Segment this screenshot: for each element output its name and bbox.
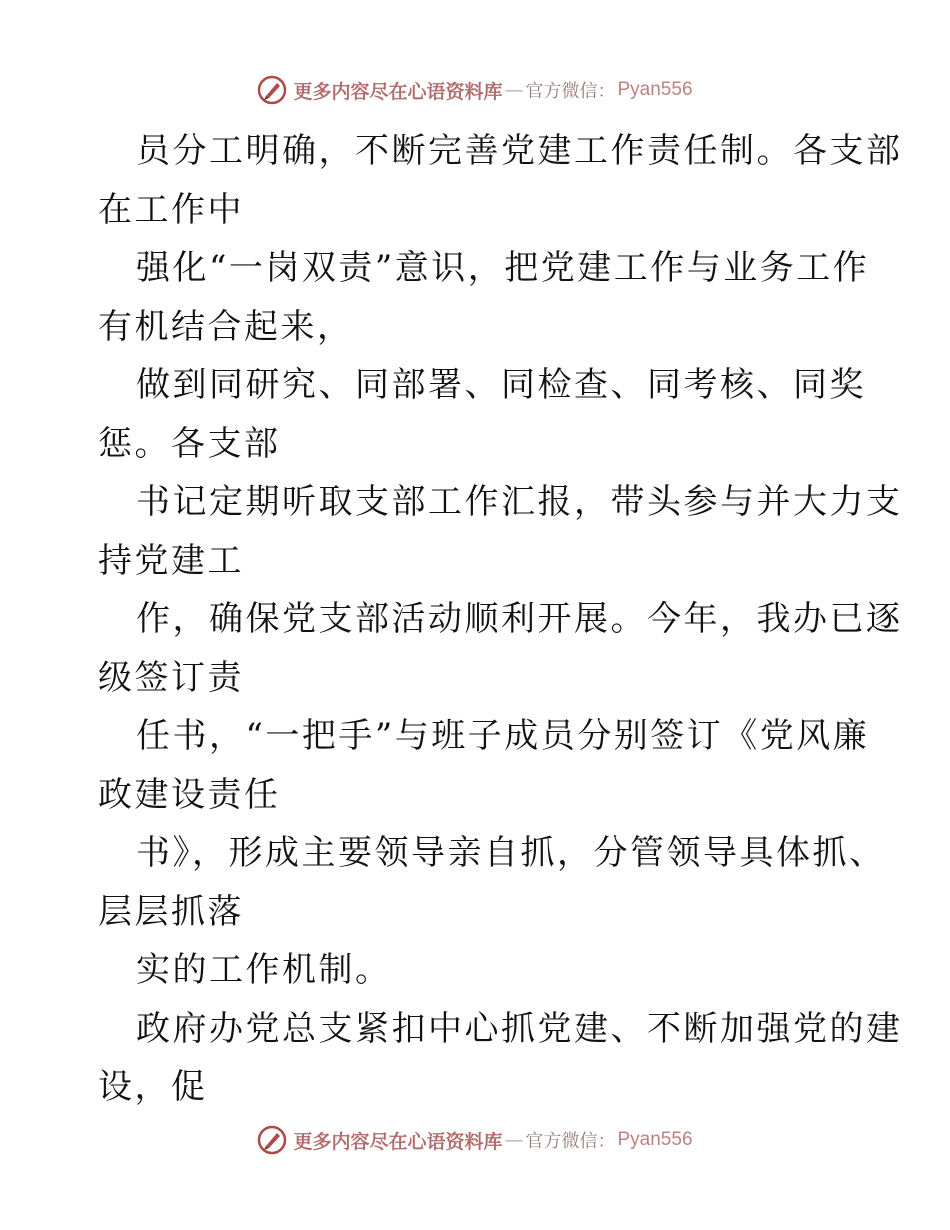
banner-wechat-id: Pyan556 (617, 1129, 693, 1150)
text-line: 书》，形成主要领导亲自抓，分管领导具体抓、 (136, 833, 886, 873)
banner-wechat-id: Pyan556 (617, 79, 693, 100)
text-line: 政府办党总支紧扣中心抓党建、不断加强党的建 (136, 1008, 903, 1049)
text-line: 在工作中 (98, 189, 244, 230)
text-line: 员分工明确，不断完善党建工作责任制。各支部 (136, 131, 903, 171)
banner-dash: — (504, 79, 524, 101)
text-line: 政建设责任 (98, 774, 281, 815)
text-line: 任书，“一把手”与班子成员分别签订《党风廉 (136, 716, 870, 756)
banner-title: 更多内容尽在心语资料库 (293, 1130, 503, 1153)
banner-title: 更多内容尽在心语资料库 (293, 80, 503, 103)
header-banner (0, 70, 950, 110)
footer-banner (0, 1120, 950, 1160)
banner-wechat-label: 官方微信： (525, 1131, 616, 1152)
text-line: 做到同研究、同部署、同检查、同考核、同奖 (136, 365, 866, 405)
banner-wechat-label: 官方微信： (525, 81, 616, 102)
text-line: 设，促 (98, 1067, 208, 1107)
pen-seal-icon (257, 75, 287, 105)
text-line: 实的工作机制。 (136, 950, 392, 990)
document-body (98, 122, 903, 1117)
text-line: 强化“一岗双责”意识，把党建工作与业务工作 (136, 248, 870, 288)
text-line: 惩。各支部 (98, 423, 281, 464)
text-line: 持党建工 (98, 540, 244, 581)
text-line: 级签订责 (98, 657, 244, 698)
text-line: 层层抓落 (98, 891, 244, 932)
pen-seal-icon (257, 1125, 287, 1155)
text-line: 书记定期听取支部工作汇报，带头参与并大力支 (136, 482, 903, 522)
text-line: 作，确保党支部活动顺利开展。今年，我办已逐 (136, 599, 903, 639)
text-line: 有机结合起来， (98, 306, 354, 347)
banner-dash: — (504, 1129, 524, 1151)
